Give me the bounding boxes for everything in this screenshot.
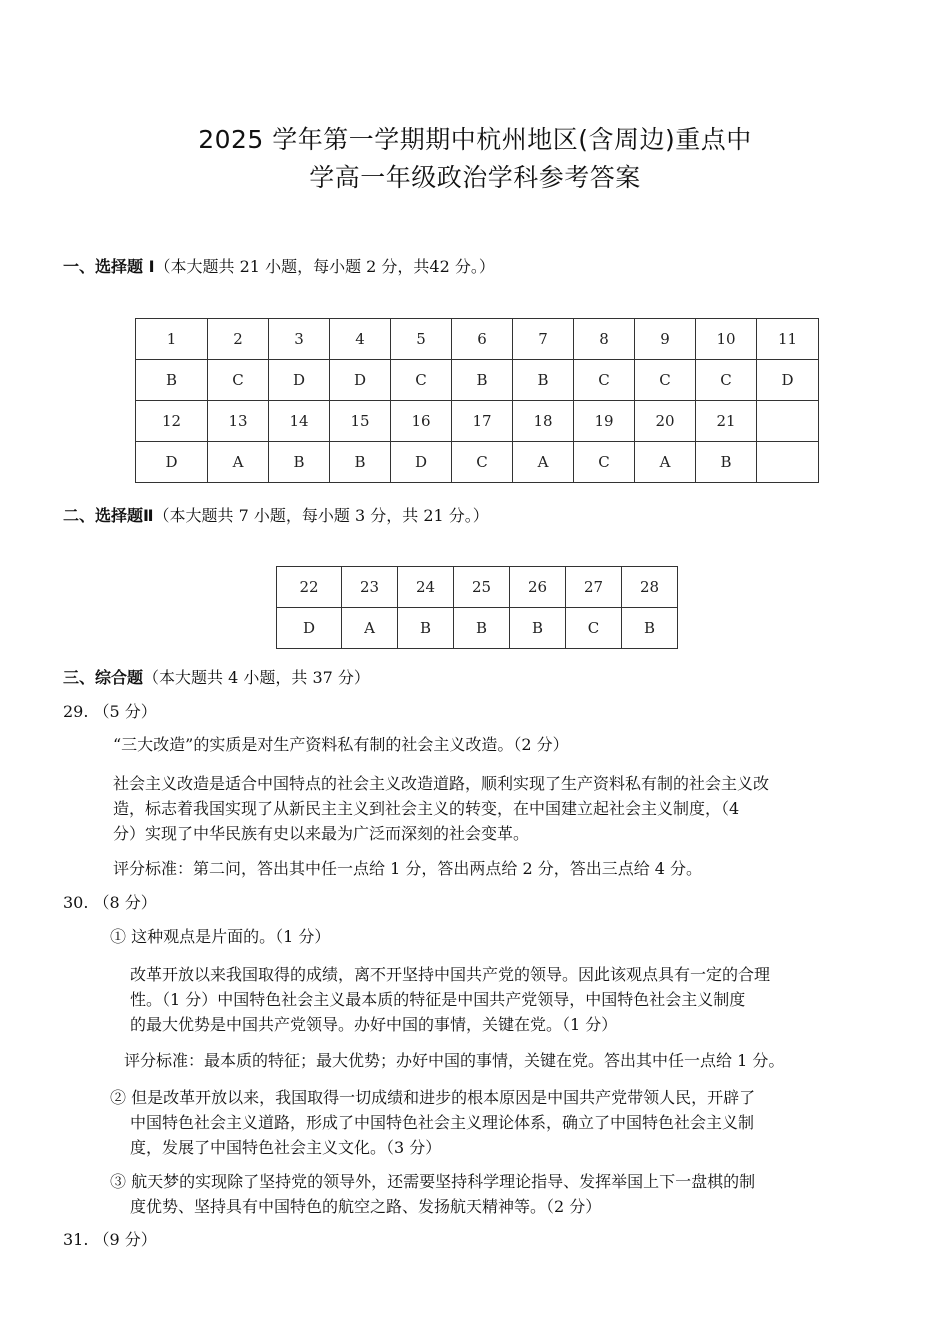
answer-table-1-cell: C bbox=[452, 442, 513, 483]
page-title-line-1: 2025 学年第一学期期中杭州地区(含周边)重点中 bbox=[198, 125, 752, 154]
question-29-criteria: 评分标准：第二问，答出其中任一点给 1 分，答出两点给 2 分，答出三点给 4 分。 bbox=[113, 859, 703, 878]
answer-table-1-cell: B bbox=[136, 360, 208, 401]
answer-table-1-cell: D bbox=[269, 360, 330, 401]
answer-table-1-cell: 16 bbox=[391, 401, 452, 442]
question-30-number: 30. （8 分） bbox=[63, 893, 157, 912]
answer-table-2-cell: B bbox=[510, 608, 566, 649]
answer-table-1-cell: B bbox=[696, 442, 757, 483]
section-2-note: （本大题共 7 小题，每小题 3 分，共 21 分。） bbox=[153, 506, 489, 525]
question-30-criteria: 评分标准：最本质的特征；最大优势；办好中国的事情，关键在党。答出其中任一点给 1 分。 bbox=[124, 1051, 785, 1070]
answer-table-2-cell: 22 bbox=[277, 567, 342, 608]
question-30-point-3-line-1: ③ 航天梦的实现除了坚持党的领导外，还需要坚持科学理论指导、发挥举国上下一盘棋的制 bbox=[110, 1172, 756, 1191]
answer-table-1-cell: B bbox=[330, 442, 391, 483]
section-3-note: （本大题共 4 小题，共 37 分） bbox=[143, 668, 370, 687]
answer-table-1-cell: 1 bbox=[136, 319, 208, 360]
answer-table-1-cell: 15 bbox=[330, 401, 391, 442]
answer-table-2-cell: 26 bbox=[510, 567, 566, 608]
answer-table-2-cell: A bbox=[342, 608, 398, 649]
answer-table-1-row bbox=[136, 360, 819, 401]
answer-table-1-cell: 4 bbox=[330, 319, 391, 360]
answer-table-1-cell: D bbox=[757, 360, 819, 401]
answer-table-1-row bbox=[136, 319, 819, 360]
section-1-heading bbox=[63, 254, 495, 277]
answer-table-1-cell: 7 bbox=[513, 319, 574, 360]
answer-table-1-cell: 14 bbox=[269, 401, 330, 442]
answer-table-1-cell: 19 bbox=[574, 401, 635, 442]
answer-table-1-cell: C bbox=[696, 360, 757, 401]
answer-table-1-cell: 8 bbox=[574, 319, 635, 360]
answer-table-1-cell: A bbox=[208, 442, 269, 483]
section-1-label: 一、选择题 Ⅰ bbox=[63, 257, 155, 276]
question-30-point-1-detail-line-1: 改革开放以来我国取得的成绩，离不开坚持中国共产党的领导。因此该观点具有一定的合理 bbox=[130, 965, 771, 984]
answer-table-2-cell: 28 bbox=[622, 567, 678, 608]
answer-table-part-1 bbox=[135, 318, 819, 483]
answer-table-1-cell: 10 bbox=[696, 319, 757, 360]
question-30-point-1-detail-line-2: 性。（1 分）中国特色社会主义最本质的特征是中国共产党领导，中国特色社会主义制度 bbox=[130, 990, 746, 1009]
answer-table-1-cell: 6 bbox=[452, 319, 513, 360]
answer-table-1-cell: C bbox=[574, 360, 635, 401]
answer-table-1-cell: C bbox=[635, 360, 696, 401]
answer-table-1-cell: 13 bbox=[208, 401, 269, 442]
answer-table-1-cell: D bbox=[391, 442, 452, 483]
answer-table-1-cell: 9 bbox=[635, 319, 696, 360]
question-29-answer-2-line-3: 分）实现了中华民族有史以来最为广泛而深刻的社会变革。 bbox=[113, 824, 530, 843]
answer-table-1-cell: C bbox=[208, 360, 269, 401]
question-30-point-1-detail-line-3: 的最大优势是中国共产党领导。办好中国的事情，关键在党。（1 分） bbox=[130, 1015, 618, 1034]
answer-table-1-cell: B bbox=[513, 360, 574, 401]
question-29-answer-2-line-2: 造，标志着我国实现了从新民主主义到社会主义的转变，在中国建立起社会主义制度，（4 bbox=[113, 799, 740, 818]
answer-table-1-cell bbox=[757, 442, 819, 483]
answer-table-1-cell bbox=[757, 401, 819, 442]
answer-table-1-cell: 3 bbox=[269, 319, 330, 360]
answer-table-2-cell: B bbox=[454, 608, 510, 649]
answer-table-2-cell: B bbox=[398, 608, 454, 649]
answer-table-1-cell: D bbox=[136, 442, 208, 483]
answer-table-2-row bbox=[277, 567, 678, 608]
answer-table-1-cell: 18 bbox=[513, 401, 574, 442]
answer-table-2-row bbox=[277, 608, 678, 649]
section-3-label: 三、综合题 bbox=[63, 668, 144, 687]
answer-table-part-2 bbox=[276, 566, 678, 649]
question-31-number: 31. （9 分） bbox=[63, 1230, 157, 1249]
question-30-point-2-line-2: 中国特色社会主义道路，形成了中国特色社会主义理论体系，确立了中国特色社会主义制 bbox=[130, 1113, 755, 1132]
question-30-point-1: ① 这种观点是片面的。（1 分） bbox=[110, 927, 331, 946]
answer-table-1-row bbox=[136, 401, 819, 442]
answer-table-1-cell: C bbox=[574, 442, 635, 483]
section-1-note: （本大题共 21 小题，每小题 2 分，共42 分。） bbox=[154, 257, 495, 276]
answer-table-1-cell: 2 bbox=[208, 319, 269, 360]
answer-table-2-cell: 23 bbox=[342, 567, 398, 608]
answer-table-1-cell: B bbox=[269, 442, 330, 483]
answer-table-1-cell: A bbox=[513, 442, 574, 483]
answer-table-1-cell: A bbox=[635, 442, 696, 483]
page-title-line-2: 学高一年级政治学科参考答案 bbox=[309, 163, 641, 192]
answer-table-2-cell: B bbox=[622, 608, 678, 649]
question-30-point-3-line-2: 度优势、坚持具有中国特色的航空之路、发扬航天精神等。（2 分） bbox=[130, 1197, 602, 1216]
answer-table-1-cell: D bbox=[330, 360, 391, 401]
answer-table-2-cell: D bbox=[277, 608, 342, 649]
answer-table-2-cell: 25 bbox=[454, 567, 510, 608]
question-30-point-2-line-3: 度，发展了中国特色社会主义文化。（3 分） bbox=[130, 1138, 442, 1157]
question-30-point-2-line-1: ② 但是改革开放以来，我国取得一切成绩和进步的根本原因是中国共产党带领人民，开辟了 bbox=[110, 1088, 756, 1107]
answer-table-1-cell: C bbox=[391, 360, 452, 401]
question-29-number: 29. （5 分） bbox=[63, 702, 157, 721]
answer-table-1-cell: 11 bbox=[757, 319, 819, 360]
answer-table-2-cell: 27 bbox=[566, 567, 622, 608]
answer-table-2-cell: 24 bbox=[398, 567, 454, 608]
answer-table-2-cell: C bbox=[566, 608, 622, 649]
answer-table-1-cell: 5 bbox=[391, 319, 452, 360]
answer-table-1-cell: B bbox=[452, 360, 513, 401]
section-2-heading bbox=[63, 503, 489, 526]
section-2-label: 二、选择题Ⅱ bbox=[63, 506, 154, 525]
answer-table-1-row bbox=[136, 442, 819, 483]
section-3-heading bbox=[63, 665, 370, 688]
answer-table-1-cell: 20 bbox=[635, 401, 696, 442]
answer-table-1-cell: 12 bbox=[136, 401, 208, 442]
question-29-answer-2-line-1: 社会主义改造是适合中国特点的社会主义改造道路，顺利实现了生产资料私有制的社会主义改 bbox=[113, 774, 770, 793]
question-29-answer-1: “三大改造”的实质是对生产资料私有制的社会主义改造。（2 分） bbox=[113, 735, 569, 754]
answer-table-1-cell: 21 bbox=[696, 401, 757, 442]
answer-table-1-cell: 17 bbox=[452, 401, 513, 442]
